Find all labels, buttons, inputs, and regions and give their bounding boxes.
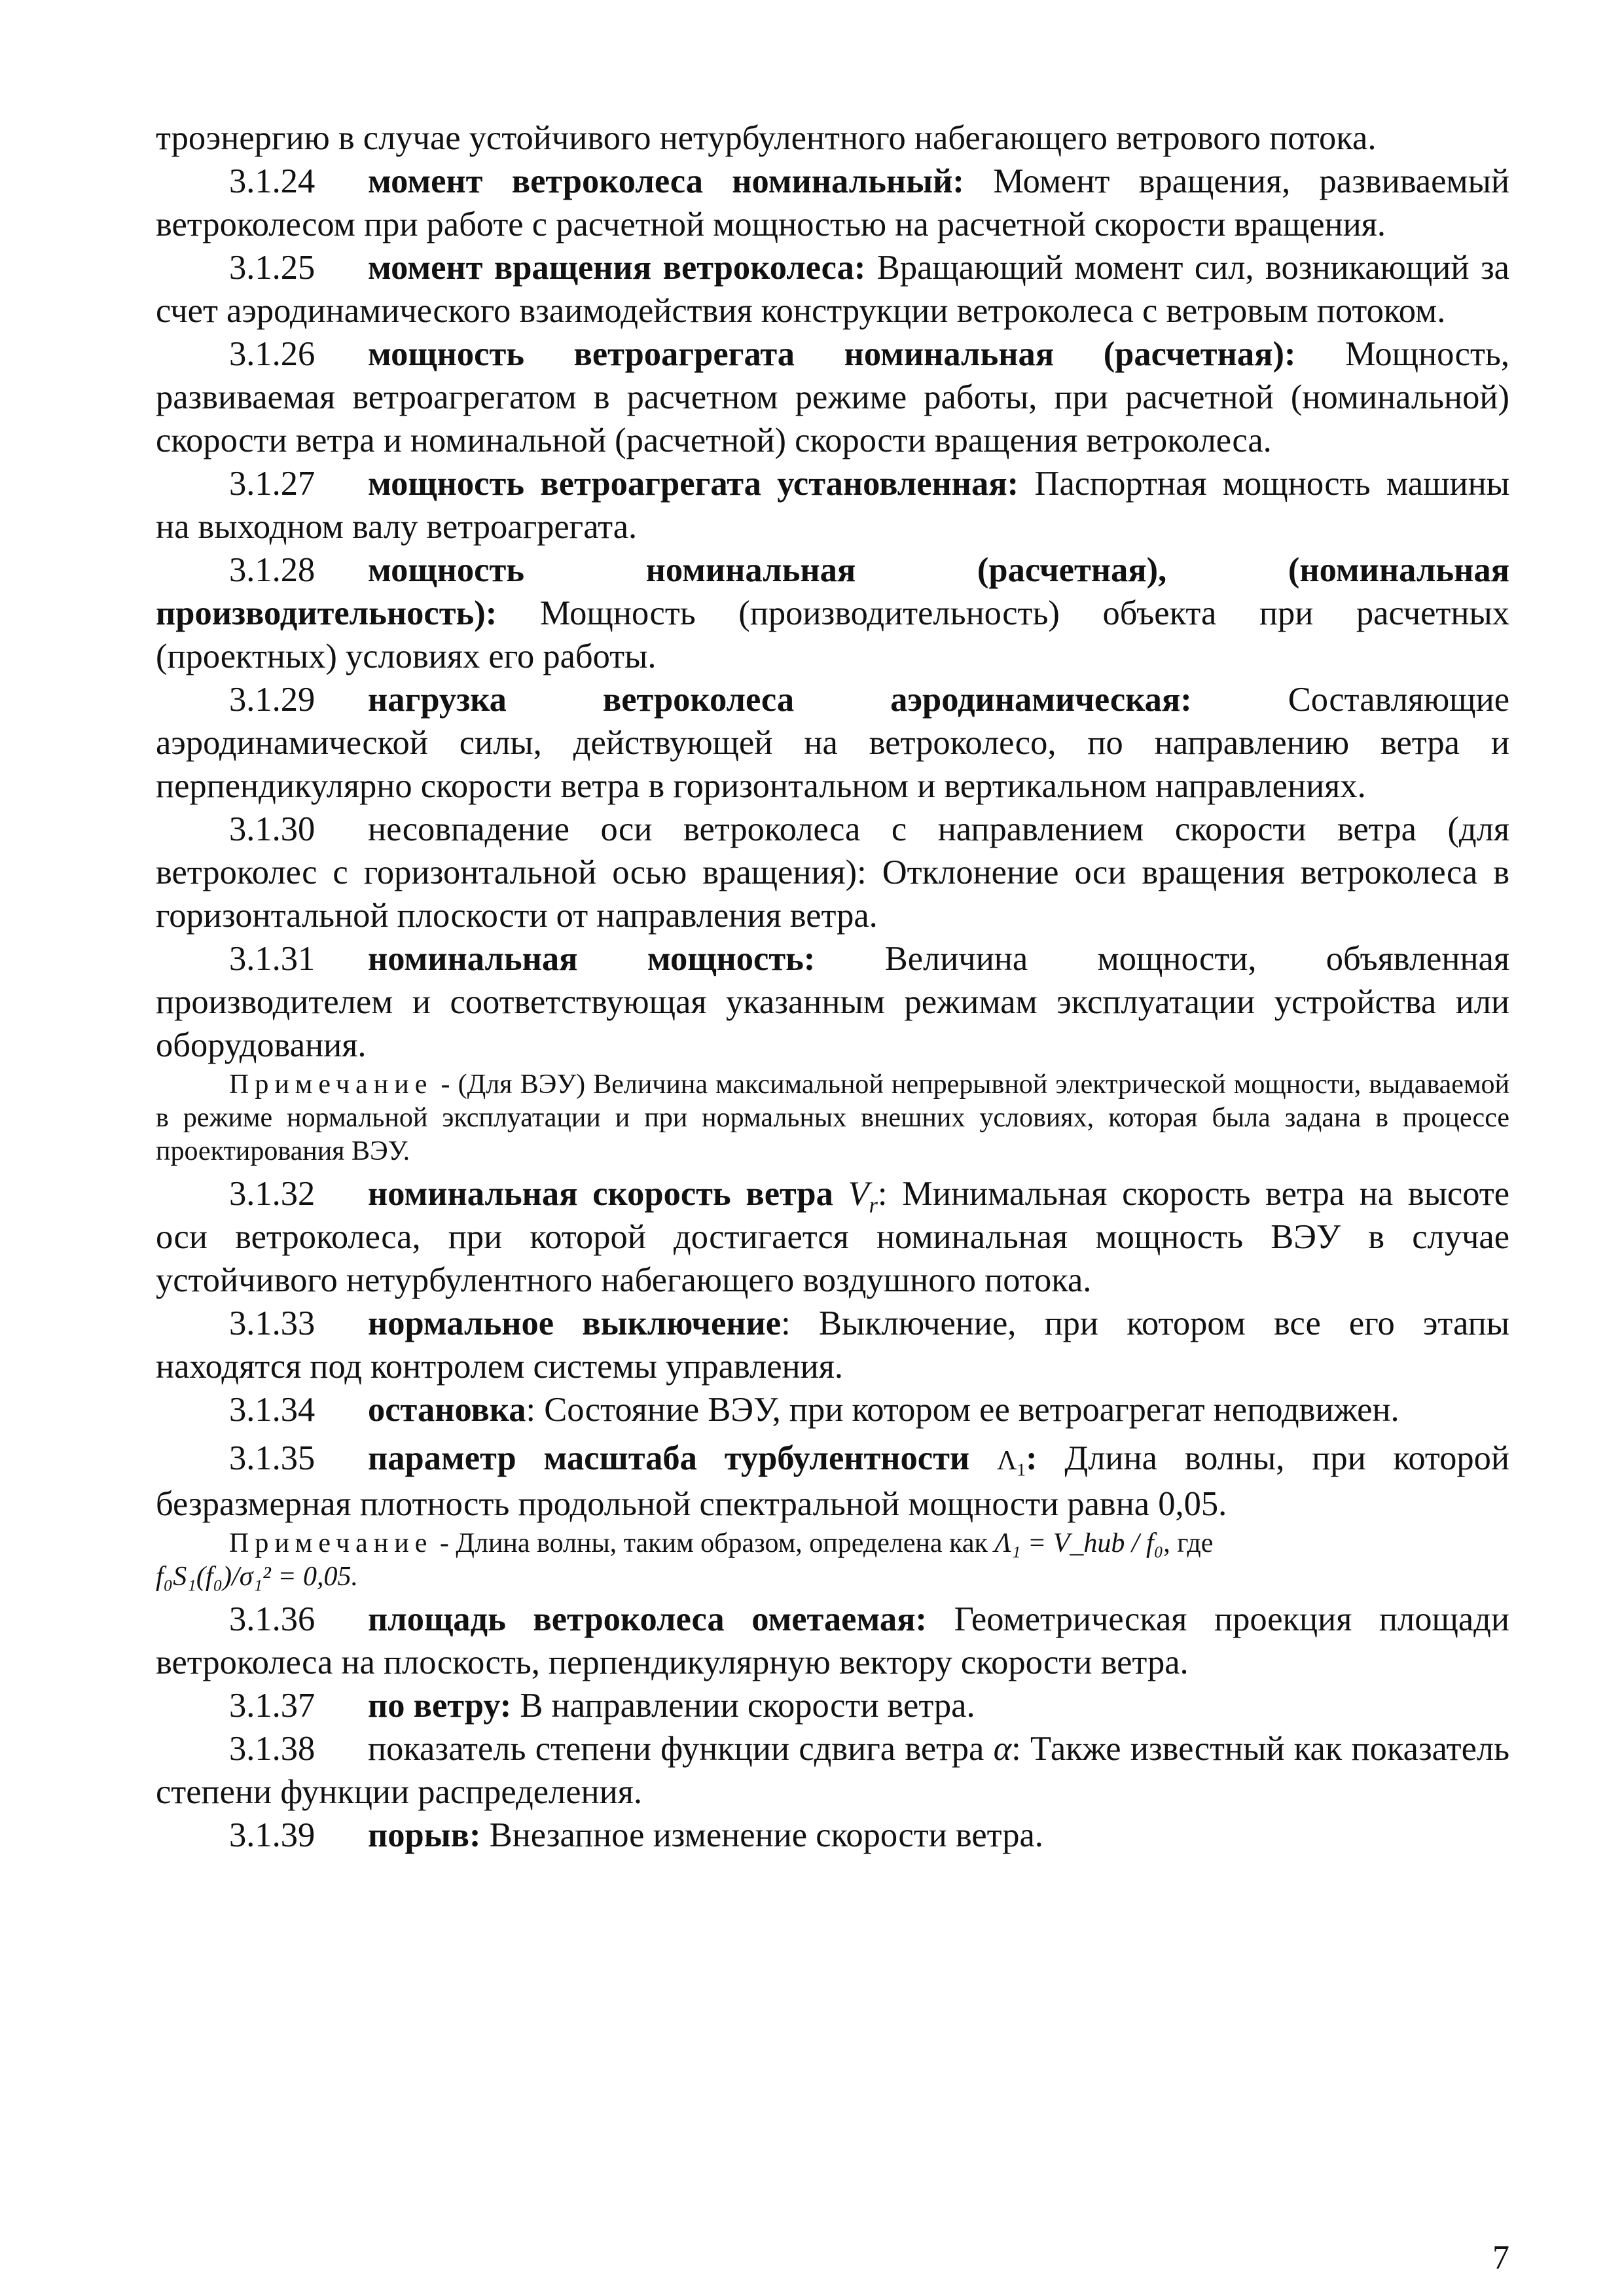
entry-term: по ветру: (368, 1687, 512, 1725)
note-text: - (Для ВЭУ) Величина максимальной непрерывной электрической мощности, выдаваемой в режиме нормальной эксплуатации и при нормальных внешних условиях, которая была задана в процессе проектирования ВЭУ. (156, 1069, 1509, 1166)
entry-number: 3.1.35 (229, 1439, 316, 1477)
note-text: - Длина волны, таким образом, определена как (433, 1528, 995, 1558)
entry-number: 3.1.25 (229, 249, 316, 287)
entry-number: 3.1.31 (229, 940, 316, 978)
definition-3-1-27 (156, 462, 1509, 548)
definition-3-1-26 (156, 332, 1509, 462)
entry-number: 3.1.24 (229, 162, 316, 200)
definition-3-1-38 (156, 1727, 1509, 1814)
page-number: 7 (1492, 2239, 1509, 2276)
entry-number: 3.1.32 (229, 1175, 316, 1213)
entry-number: 3.1.28 (229, 551, 316, 589)
entry-text: Момент вращения, развиваемый ветроколесом при работе с расчетной мощностью на расчетной скорости вращения. (156, 162, 1509, 243)
entry-text: несовпадение оси ветроколеса с направлением скорости ветра (для ветроколес с горизонтальной осью вращения): Отклонение оси вращения ветроколеса в горизонтальной плоскости от направления ветра. (156, 810, 1509, 935)
symbol-v-r: $V_r$ (848, 1175, 878, 1218)
entry-number: 3.1.38 (229, 1730, 316, 1768)
entry-text: : Выключение, при котором все его этапы находятся под контролем системы управления. (156, 1304, 1509, 1386)
entry-term: площадь ветроколеса ометаемая: (368, 1600, 928, 1638)
entry-term: номинальная скорость ветра (368, 1175, 833, 1213)
definition-3-1-30 (156, 808, 1509, 937)
note-where: , где (1163, 1528, 1214, 1558)
entry-number: 3.1.29 (229, 681, 316, 719)
definition-3-1-37 (156, 1684, 1509, 1727)
definition-3-1-29 (156, 678, 1509, 808)
entry-text: Вращающий момент сил, возникающий за счет аэродинамического взаимодействия конструкции ветроколеса с ветровым потоком. (156, 249, 1509, 330)
entry-text: Внезапное изменение скорости ветра. (480, 1816, 1043, 1854)
note-3-1-35 (156, 1527, 1509, 1594)
symbol-alpha: α (993, 1730, 1012, 1768)
entry-term: нормальное выключение (368, 1304, 782, 1342)
note-label: Примечание (229, 1528, 433, 1558)
definition-3-1-31 (156, 937, 1509, 1067)
entry-number: 3.1.26 (229, 335, 316, 373)
entry-text: Мощность, развиваемая ветроагрегатом в расчетном режиме работы, при расчетной (номинальной) скорости ветра и номинальной (расчетной) скорости вращения ветроколеса. (156, 335, 1509, 459)
formula-wavelength: Λ₁ = V_hub / f₀ (994, 1528, 1164, 1558)
entry-text: Мощность (производительность) объекта при расчетных (проектных) условиях его работы. (156, 594, 1509, 675)
entry-number: 3.1.33 (229, 1304, 316, 1342)
note-label: Примечание (229, 1069, 433, 1100)
definition-3-1-25 (156, 246, 1509, 332)
definition-3-1-32 (156, 1172, 1509, 1302)
entry-text: Величина мощности, объявленная производителем и соответствующая указанным режимам эксплуатации устройства или оборудования. (156, 940, 1509, 1064)
entry-text: : Минимальная скорость ветра на высоте оси ветроколеса, при которой достигается номинальная мощность ВЭУ в случае устойчивого нетурбулентного набегающего воздушного потока. (156, 1175, 1509, 1299)
entry-term: порыв: (368, 1816, 481, 1854)
entry-text: : Состояние ВЭУ, при котором ее ветроагрегат неподвижен. (526, 1391, 1399, 1429)
entry-term: момент ветроколеса номинальный: (368, 162, 964, 200)
entry-text: В направлении скорости ветра. (511, 1687, 975, 1725)
entry-number: 3.1.27 (229, 465, 316, 503)
symbol-lambda-1: $\Lambda_1$ (996, 1446, 1026, 1480)
definition-3-1-36 (156, 1598, 1509, 1684)
entry-term: мощность номинальная (расчетная), (номинальная производительность): (156, 551, 1509, 632)
entry-term: нагрузка ветроколеса аэродинамическая: (368, 681, 1192, 719)
definition-3-1-34 (156, 1388, 1509, 1431)
definition-3-1-24 (156, 160, 1509, 246)
entry-term: номинальная мощность: (368, 940, 816, 978)
entry-text: Составляющие аэродинамической силы, действующей на ветроколесо, по направлению ветра и перпендикулярно скорости ветра в горизонтальном и вертикальном направлениях. (156, 681, 1509, 805)
document-page (156, 117, 1509, 1857)
entry-text: Длина волны, при которой безразмерная плотность продольной спектральной мощности равна 0,05. (156, 1439, 1509, 1523)
entry-term: остановка (368, 1391, 526, 1429)
entry-number: 3.1.30 (229, 810, 316, 848)
entry-text: Паспортная мощность машины на выходном валу ветроагрегата. (156, 465, 1509, 546)
entry-text: : Также известный как показатель степени функции распределения. (156, 1730, 1510, 1811)
note-3-1-31 (156, 1068, 1509, 1168)
entry-number: 3.1.34 (229, 1391, 316, 1429)
definition-3-1-33 (156, 1302, 1509, 1388)
entry-number: 3.1.39 (229, 1816, 316, 1854)
entry-term: мощность ветроагрегата установленная: (368, 465, 1019, 503)
entry-pre: показатель степени функции сдвига ветра (368, 1730, 984, 1768)
entry-number: 3.1.37 (229, 1687, 316, 1725)
formula-spectral: f₀S₁(f₀)/σ₁² = 0,05. (156, 1562, 359, 1592)
entry-term: момент вращения ветроколеса: (368, 249, 866, 287)
entry-term: мощность ветроагрегата номинальная (расчетная): (368, 335, 1296, 373)
definition-3-1-28 (156, 548, 1509, 678)
entry-number: 3.1.36 (229, 1600, 316, 1638)
entry-text: Геометрическая проекция площади ветроколеса на плоскость, перпендикулярную вектору скорости ветра. (156, 1600, 1509, 1681)
intro-paragraph: троэнергию в случае устойчивого нетурбулентного набегающего ветрового потока. (156, 119, 1377, 157)
definition-3-1-39 (156, 1814, 1509, 1857)
entry-term: параметр масштаба турбулентности (368, 1439, 970, 1477)
definition-3-1-35: 3.1.35 параметр масштаба турбулентности $\Lambda_1$: Длина волны, при которой безразмерная плотность продольной спектральной мощности равна 0,05. (156, 1437, 1509, 1526)
